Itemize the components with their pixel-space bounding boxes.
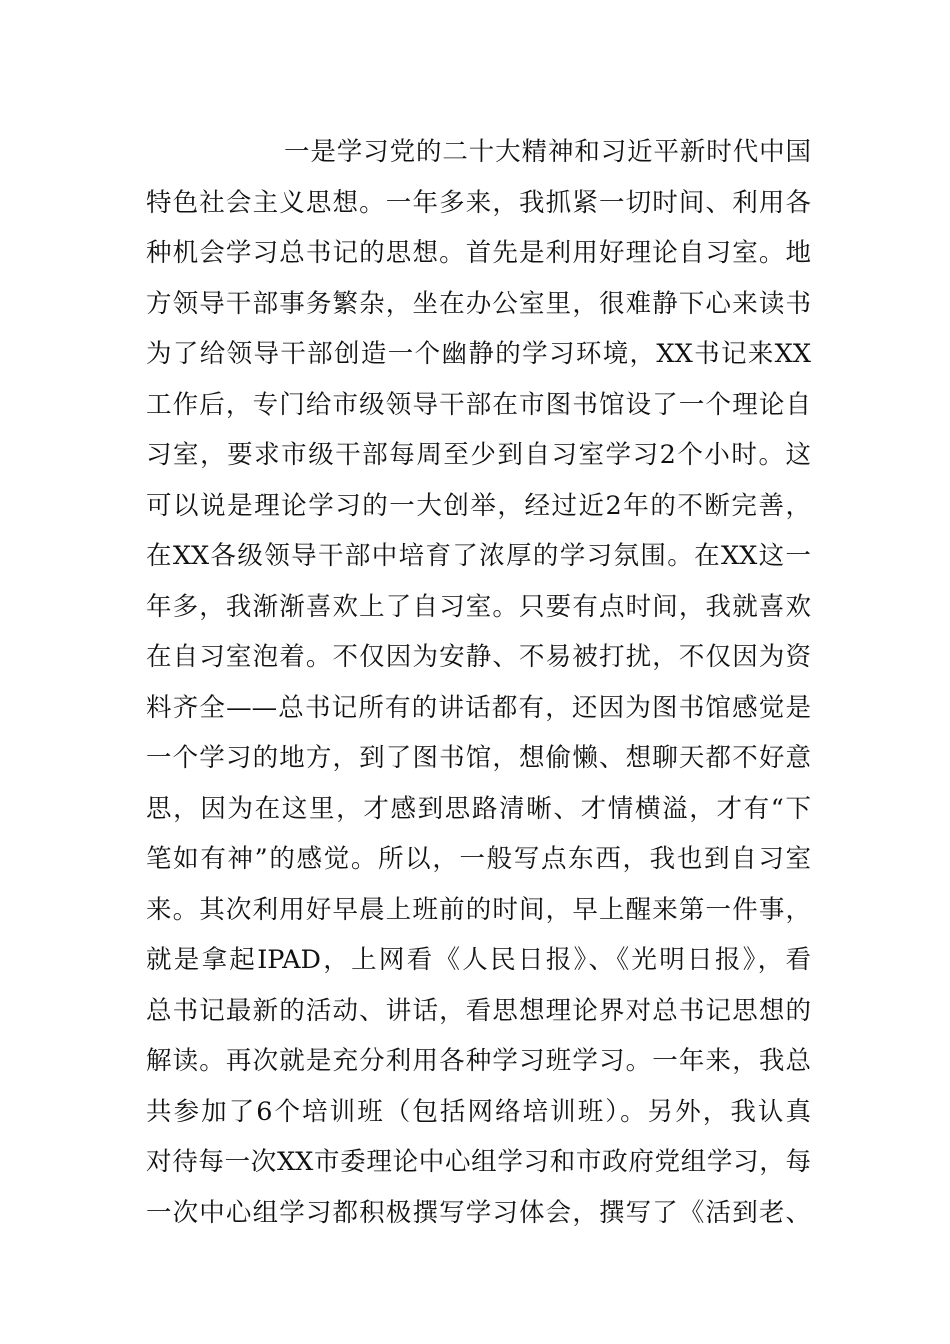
paragraph-line-21: 对待每一次XX市委理论中心组学习和市政府党组学习，每 (146, 1147, 811, 1177)
paragraph-line-16: 来。其次利用好早晨上班前的时间，早上醒来第一件事， (146, 894, 811, 925)
paragraph-line-10: 年多，我渐渐喜欢上了自习室。只要有点时间，我就喜欢 (146, 591, 811, 622)
paragraph-line-17: 就是拿起IPAD，上网看《人民日报》、《光明日报》，看 (146, 945, 811, 975)
paragraph-line-20: 共参加了6个培训班（包括网络培训班）。另外，我认真 (146, 1096, 811, 1127)
paragraph-line-13: 一个学习的地方，到了图书馆，想偷懒、想聊天都不好意 (146, 743, 811, 773)
paragraph-line-8: 可以说是理论学习的一大创举，经过近2年的不断完善， (146, 490, 811, 521)
paragraph-line-6: 工作后，专门给市级领导干部在市图书馆设了一个理论自 (146, 389, 811, 420)
paragraph-line-15: 笔如有神”的感觉。所以，一般写点东西，我也到自习室 (146, 844, 811, 874)
paragraph-line-2: 特色社会主义思想。一年多来，我抓紧一切时间、利用各 (146, 187, 811, 218)
paragraph-line-14: 思，因为在这里，才感到思路清晰、才情横溢，才有“下 (146, 793, 811, 824)
paragraph-line-7: 习室，要求市级干部每周至少到自习室学习2个小时。这 (146, 440, 811, 470)
paragraph-line-9: 在XX各级领导干部中培育了浓厚的学习氛围。在XX这一 (146, 541, 811, 571)
paragraph-line-3: 种机会学习总书记的思想。首先是利用好理论自习室。地 (146, 238, 811, 268)
paragraph-line-22: 一次中心组学习都积极撰写学习体会，撰写了《活到老、 (146, 1197, 811, 1228)
paragraph-line-5: 为了给领导干部创造一个幽静的学习环境，XX书记来XX (146, 339, 811, 369)
paragraph-line-1: 一是学习党的二十大精神和习近平新时代中国 (284, 137, 811, 167)
paragraph-line-18: 总书记最新的活动、讲话，看思想理论界对总书记思想的 (146, 995, 811, 1026)
paragraph-line-19: 解读。再次就是充分利用各种学习班学习。一年来，我总 (146, 1046, 811, 1076)
body-paragraph (146, 127, 811, 1238)
paragraph-line-11: 在自习室泡着。不仅因为安静、不易被打扰，不仅因为资 (146, 642, 811, 672)
paragraph-line-4: 方领导干部事务繁杂，坐在办公室里，很难静下心来读书 (146, 288, 811, 319)
paragraph-line-12: 料齐全——总书记所有的讲话都有，还因为图书馆感觉是 (146, 692, 811, 723)
